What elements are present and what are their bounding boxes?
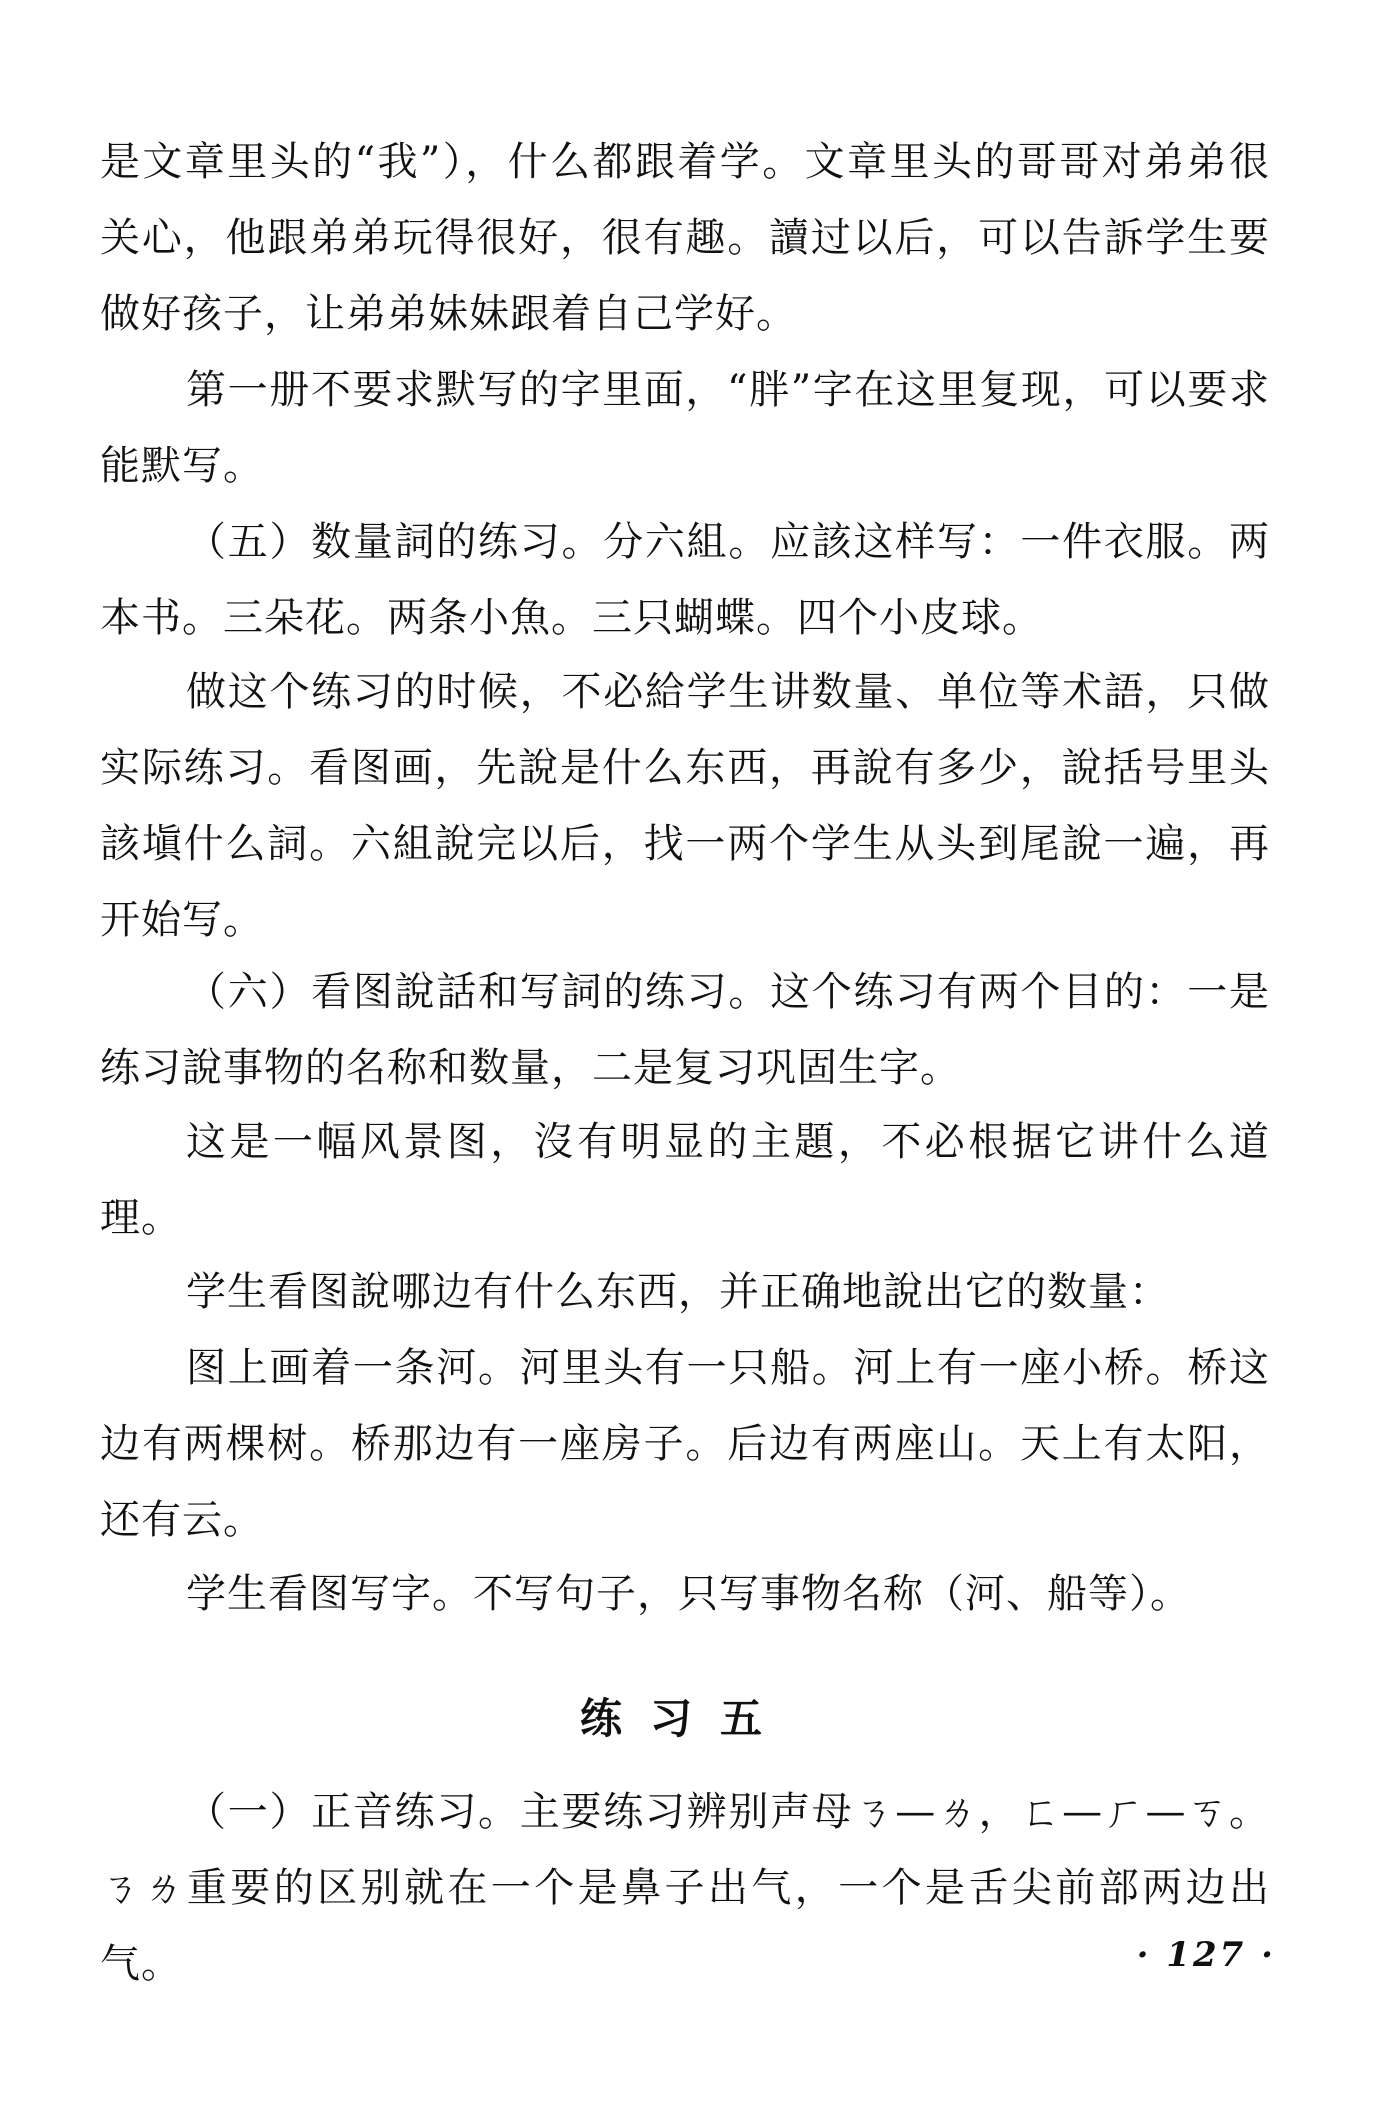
paragraph-8: 图上画着一条河。河里头有一只船。河上有一座小桥。桥这边有两棵树。桥那边有一座房子。后边有两座山。天上有太阳，还有云。: [100, 1345, 1270, 1543]
paragraph-4: 做这个练习的时候，不必給学生讲数量、单位等术語，只做实际练习。看图画，先說是什么东西，再說有多少，說括号里头該塡什么詞。六組說完以后，找一两个学生从头到尾說一遍，再开始写。: [100, 669, 1270, 943]
paragraph-2: 第一册不要求默写的字里面，“胖”字在这里复现，可以要求能默写。: [100, 367, 1270, 489]
paragraph-9: 学生看图写字。不写句子，只写事物名称（河、船等）。: [186, 1571, 1191, 1617]
paragraph-7: 学生看图說哪边有什么东西，并正确地說出它的数量：: [186, 1269, 1170, 1315]
paragraph-10: （一）正音练习。主要练习辨别声母ㄋ—ㄌ，ㄈ—ㄏ—ㄎ。ㄋㄌ重要的区别就在一个是鼻子出气，一个是舌尖前部两边出气。: [100, 1789, 1270, 1987]
paragraph-6: 这是一幅风景图，沒有明显的主題，不必根据它讲什么道理。: [100, 1119, 1270, 1241]
paragraph-5: （六）看图說話和写詞的练习。这个练习有两个目的：一是练习說事物的名称和数量，二是复习巩固生字。: [100, 969, 1270, 1091]
paragraph-3: （五）数量詞的练习。分六組。应該这样写：一件衣服。两本书。三朵花。两条小魚。三只蝴蝶。四个小皮球。: [100, 519, 1270, 641]
paragraph-1: 是文章里头的“我”），什么都跟着学。文章里头的哥哥对弟弟很关心，他跟弟弟玩得很好，很有趣。讀过以后，可以告訴学生要做好孩子，让弟弟妹妹跟着自己学好。: [100, 139, 1270, 337]
section-heading: 练习五: [579, 1694, 790, 1743]
page-number: · 127 ·: [1136, 1935, 1276, 1975]
